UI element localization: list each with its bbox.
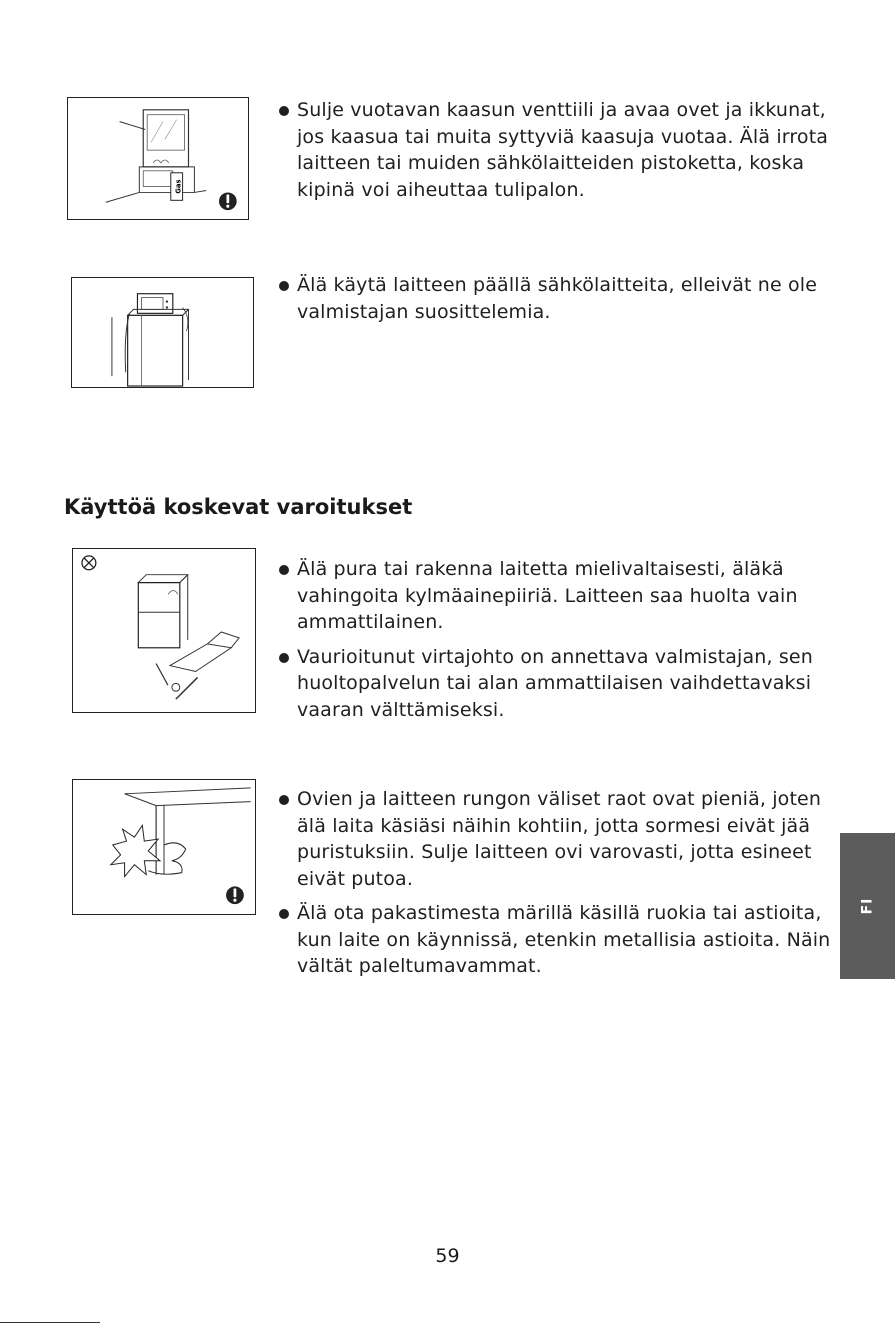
language-tab [840,833,895,979]
language-tab-label: FI [859,897,876,915]
prohibited-circle-icon [82,556,96,570]
appliance-on-top-text [279,272,839,325]
exclamation-circle-icon [219,192,237,210]
figure-do-not-disassemble [72,548,256,713]
figure-door-pinch [72,779,256,915]
disassembly-illustration [73,549,255,712]
disassembly-text [279,556,839,723]
list-item: Älä pura tai rakenna laitetta mielivaltaisesti, äläkä vahingoita kylmäainepiiriä. Laitteen saa huolta vain ammattilainen. [279,556,839,636]
list-item: Sulje vuotavan kaasun venttiili ja avaa ovet ja ikkunat, jos kaasua tai muita syttyviä kaasuja vuotaa. Älä irrota laitteen tai muiden sähkölaitteiden pistoketta, koska kipinä voi aiheuttaa tulipalon. [279,97,839,203]
gas-leak-illustration [68,98,248,219]
list-item: Älä käytä laitteen päällä sähkölaitteita, elleivät ne ole valmistajan suosittelemia. [279,272,839,325]
exclamation-circle-icon [226,886,244,904]
door-pinch-illustration [73,780,255,914]
door-pinch-text [279,786,839,980]
gas-can-label: Gas [174,179,183,194]
gas-leak-text [279,97,839,203]
appliance-on-fridge-illustration [72,278,253,387]
list-item: Älä ota pakastimesta märillä käsillä ruokia tai astioita, kun laite on käynnissä, etenkin metallisia astioita. Näin vältät paleltumavammat. [279,900,839,980]
list-item: Ovien ja laitteen rungon väliset raot ovat pieniä, joten älä laita käsiäsi näihin kohtiin, jotta sormesi eivät jää puristuksiin. Sulje laitteen ovi varovasti, jotta esineet eivät putoa. [279,786,839,892]
figure-appliance-on-top [71,277,254,388]
page-number: 59 [435,1245,460,1267]
footer-divider [0,1322,100,1323]
list-item: Vaurioitunut virtajohto on annettava valmistajan, sen huoltopalvelun tai alan ammattilaisen vaihdettavaksi vaaran välttämiseksi. [279,644,839,724]
figure-gas-leak [67,97,249,220]
section-title: Käyttöä koskevat varoitukset [64,495,413,519]
